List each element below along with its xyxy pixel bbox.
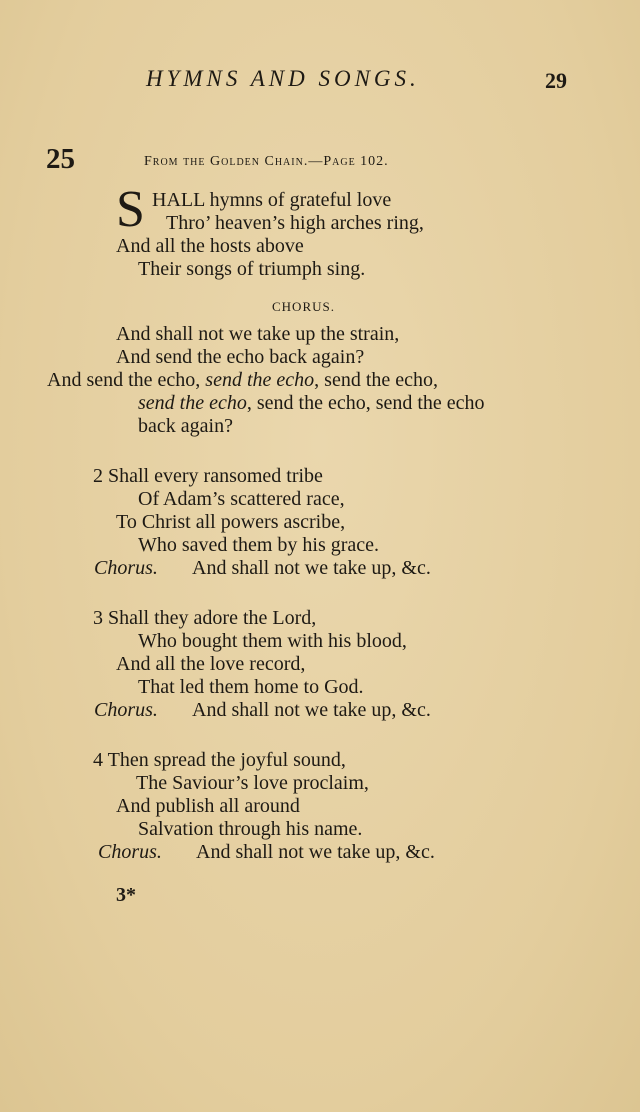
- verse2-chorus-label: Chorus.: [94, 557, 158, 579]
- running-title: HYMNS AND SONGS.: [146, 66, 420, 91]
- verse2-line4: Who saved them by his grace.: [138, 534, 380, 556]
- verse2-line3: To Christ all powers ascribe,: [116, 511, 346, 533]
- chorus-line4-part1: send the echo: [138, 392, 247, 414]
- chorus-line3-part3: , send the echo,: [314, 369, 439, 391]
- verse2-chorus-text: And shall not we take up, &c.: [192, 557, 431, 579]
- verse3-line3: And all the love record,: [116, 653, 306, 675]
- verse1-line4: Their songs of triumph sing.: [138, 258, 366, 280]
- signature-mark: 3*: [116, 884, 136, 906]
- verse3-line4: That led them home to God.: [138, 676, 364, 698]
- hymn-number: 25: [46, 143, 75, 175]
- verse1-line3: And all the hosts above: [116, 235, 304, 257]
- chorus-line4-part2: , send the echo, send the echo: [246, 392, 485, 414]
- chorus-heading: CHORUS.: [272, 299, 335, 314]
- verse1-line1: HALL hymns of grateful love: [152, 189, 392, 211]
- verse4-line3: And publish all around: [116, 795, 300, 817]
- verse4-line1: 4 Then spread the joyful sound,: [93, 749, 346, 771]
- verse4-chorus-label: Chorus.: [98, 841, 162, 863]
- verse3-chorus-label: Chorus.: [94, 699, 158, 721]
- verse4-line2: The Saviour’s love proclaim,: [136, 772, 369, 794]
- hymn-source: From the Golden Chain.—Page 102.: [144, 154, 389, 169]
- chorus-line1: And shall not we take up the strain,: [116, 323, 400, 345]
- page-number: 29: [545, 68, 567, 93]
- verse2-line2: Of Adam’s scattered race,: [138, 488, 345, 510]
- verse1-line2: Thro’ heaven’s high arches ring,: [166, 212, 424, 234]
- verse3-line2: Who bought them with his blood,: [138, 630, 407, 652]
- chorus-line5: back again?: [138, 415, 233, 437]
- chorus-line4: [138, 393, 485, 413]
- verse3-line1: 3 Shall they adore the Lord,: [93, 607, 317, 629]
- chorus-line3: [47, 370, 438, 390]
- chorus-line3-part1: And send the echo,: [47, 369, 206, 391]
- verse4-line4: Salvation through his name.: [138, 818, 363, 840]
- chorus-line2: And send the echo back again?: [116, 346, 365, 368]
- verse3-chorus-text: And shall not we take up, &c.: [192, 699, 431, 721]
- drop-cap: S: [116, 181, 145, 238]
- chorus-line3-part2: send the echo: [205, 369, 315, 391]
- verse4-chorus-text: And shall not we take up, &c.: [196, 841, 435, 863]
- verse2-line1: 2 Shall every ransomed tribe: [93, 465, 323, 487]
